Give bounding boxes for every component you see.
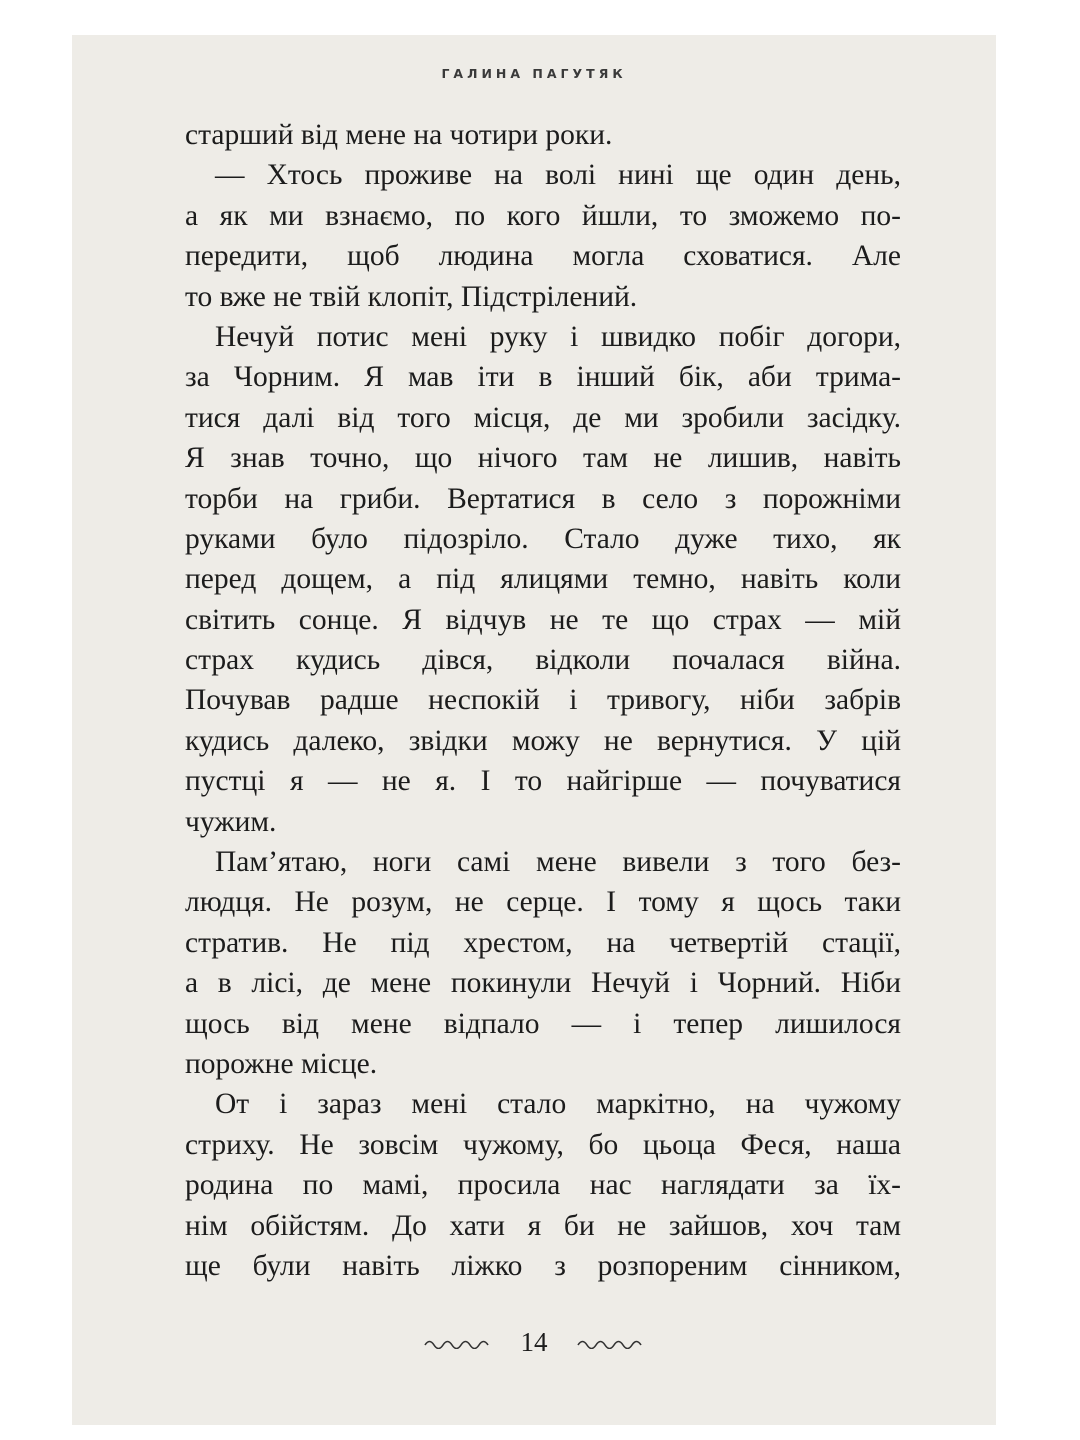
page-footer — [72, 1327, 996, 1358]
text-line: Почував радше неспокій і тривогу, ніби забрів — [185, 684, 901, 717]
wave-ornament-right-icon — [576, 1337, 646, 1349]
text-line: чужим. — [185, 805, 277, 838]
text-line: нім обійстям. До хати я би не зайшов, хоч там — [185, 1209, 901, 1242]
text-line: От і зараз мені стало маркітно, на чужому — [215, 1088, 901, 1121]
text-line: за Чорним. Я мав іти в інший бік, аби трима- — [185, 361, 901, 394]
text-line: — Хтось проживе на волі нині ще один день, — [215, 159, 901, 192]
body-text — [185, 115, 901, 1286]
text-line: то вже не твій клопіт, Підстрілений. — [185, 280, 638, 313]
text-line: Пам’ятаю, ноги самі мене вивели з того без- — [215, 846, 901, 879]
text-line: стратив. Не під хрестом, на четвертій стації, — [185, 926, 901, 959]
text-line: щось від мене відпало — і тепер лишилося — [185, 1007, 901, 1040]
text-line: старший від мене на чотири роки. — [185, 119, 613, 151]
text-line: родина по мамі, просила нас наглядати за їх- — [185, 1169, 901, 1202]
text-line: а як ми взнаємо, по кого йшли, то зможемо по- — [185, 199, 901, 232]
text-line: порожне місце. — [185, 1047, 378, 1080]
book-page — [72, 35, 996, 1425]
page-number: 14 — [520, 1327, 548, 1357]
text-line: тися далі від того місця, де ми зробили засідку. — [185, 401, 901, 434]
text-line: передити, щоб людина могла сховатися. Але — [185, 240, 901, 273]
text-line: перед дощем, а під ялицями темно, навіть коли — [185, 563, 901, 596]
text-line: людця. Не розум, не серце. І тому я щось таки — [185, 886, 901, 919]
text-line: руками було підозріло. Стало дуже тихо, як — [185, 522, 901, 555]
text-line: Нечуй потис мені руку і швидко побіг догори, — [215, 320, 901, 353]
text-line: ще були навіть ліжко з розпореним сінником, — [185, 1249, 901, 1282]
text-line: пустці я — не я. І то найгірше — почуватися — [185, 765, 901, 798]
text-line: а в лісі, де мене покинули Нечуй і Чорний. Ніби — [185, 967, 901, 1000]
text-line: страх кудись дівся, відколи почалася війна. — [185, 644, 901, 677]
text-line: торби на гриби. Вертатися в село з порожніми — [185, 482, 901, 515]
wave-ornament-left-icon — [423, 1337, 493, 1349]
text-line: кудись далеко, звідки можу не вернутися. У цій — [185, 724, 901, 757]
running-head-author: ГАЛИНА ПАГУТЯК — [441, 66, 627, 81]
text-line: світить сонце. Я відчув не те що страх — мій — [185, 603, 901, 636]
text-line: стриху. Не зовсім чужому, бо цьоца Феся, наша — [185, 1128, 901, 1161]
text-line: Я знав точно, що нічого там не лишив, навіть — [185, 442, 901, 475]
